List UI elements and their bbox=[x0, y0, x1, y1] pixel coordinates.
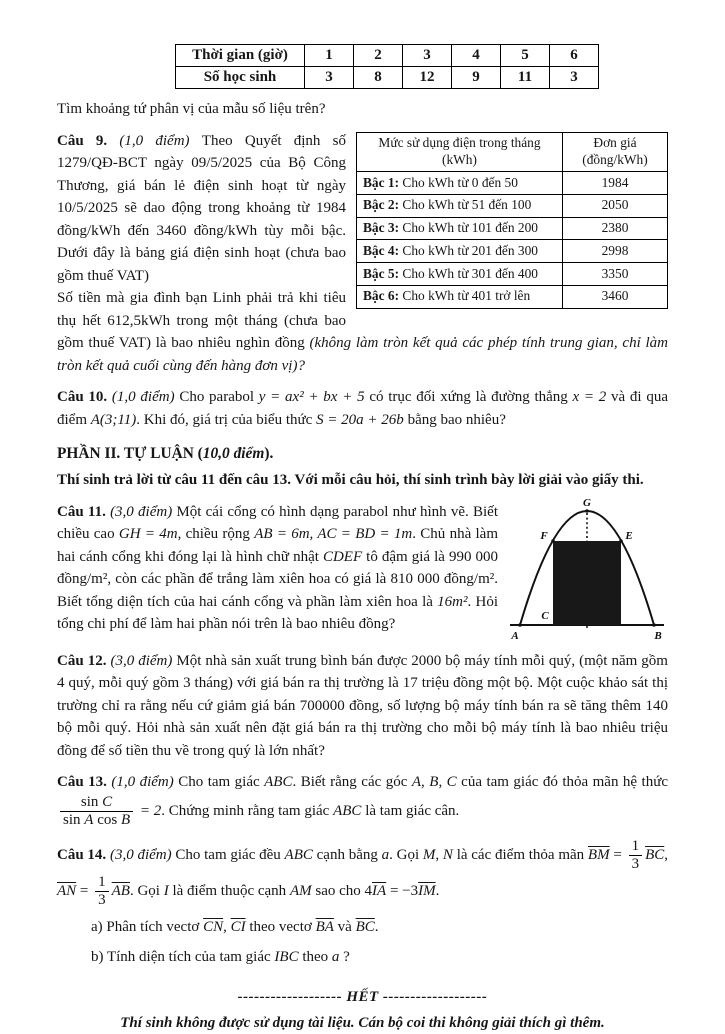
table-row bbox=[357, 217, 668, 240]
parabola-gate-figure bbox=[506, 497, 668, 647]
electricity-price-table bbox=[356, 132, 668, 309]
table-row bbox=[176, 67, 599, 89]
question-9-text-continued: Số tiền mà gia đình bạn Linh phải trả khi tiêu thụ hết 612,5kWh trong một tháng (chưa bao gồm thuế VAT) là bao nhiêu nghìn đồng (không làm tròn kết quả các phép tính trung gian, chỉ làm tròn kết quả cuối cùng đến hàng đơn vị)? bbox=[57, 290, 668, 374]
table-row bbox=[357, 263, 668, 286]
question-9-text: Câu 9. (1,0 điểm) Theo Quyết định số 1279/QĐ-BCT ngày 09/5/2025 của Bộ Công Thương, giá bán lẻ điện sinh hoạt từ ngày 10/5/2025 sẽ dao động trong khoảng từ 1984 đồng/kWh đến 3460 đồng/kWh tùy mỗi bậc. Dưới đây là bảng giá điện sinh hoạt (chưa bao gồm thuế VAT) bbox=[57, 132, 346, 284]
table-cell: 2050 bbox=[563, 194, 668, 217]
figure-vertex-dot bbox=[585, 509, 589, 513]
question-14-item-b: b) Tính diện tích của tam giác IBC theo a ? bbox=[91, 948, 350, 965]
table-cell: Bậc 1: Cho kWh từ 0 đến 50 bbox=[357, 172, 563, 195]
question-10-text: Câu 10. (1,0 điểm) Cho parabol y = ax² + bx + 5 có trục đối xứng là đường thẳng x = 2 và đi qua điểm A(3;11). Khi đó, giá trị của biểu thức S = 20a + 26b bằng bao nhiêu? bbox=[57, 389, 668, 428]
end-marker: ------------------- HẾT ------------------- bbox=[237, 989, 488, 1006]
table-cell: Bậc 2: Cho kWh từ 51 đến 100 bbox=[357, 194, 563, 217]
figure-label-g: G bbox=[583, 496, 591, 509]
figure-label-e: E bbox=[625, 529, 633, 542]
figure-dot-e bbox=[619, 539, 623, 543]
table-cell: 3 bbox=[403, 45, 452, 67]
table-row bbox=[357, 132, 668, 172]
table-cell: Bậc 6: Cho kWh từ 401 trở lên bbox=[357, 285, 563, 308]
question-12-text: Câu 12. (3,0 điểm) Một nhà sản xuất trung bình bán được 2000 bộ máy tính mỗi quý, (một năm gồm 4 quý, mỗi quý gồm 3 tháng) với giá bán ra thị trường là 17 triệu đồng một bộ. Một cuộc khảo sát thị trường chỉ ra rằng nếu cứ giảm giá bán 700000 đồng, số lượng bộ máy tính bán ra sẽ tăng thêm 140 bộ mỗi quý. Hỏi nhà sản xuất nên đặt giá bán ra thị trường cho mỗi bộ máy tính là bao nhiêu triệu đồng để số tiền thu về trong quý là lớn nhất? bbox=[57, 652, 668, 759]
table-cell: Số học sinh bbox=[176, 67, 305, 89]
table-cell: 1984 bbox=[563, 172, 668, 195]
question-9 bbox=[57, 130, 668, 378]
table-cell: 2998 bbox=[563, 240, 668, 263]
table-cell: Thời gian (giờ) bbox=[176, 45, 305, 67]
part-2-note: Thí sinh trả lời từ câu 11 đến câu 13. Với mỗi câu hỏi, thí sinh trình bày lời giải vào giấy thi. bbox=[57, 472, 644, 489]
figure-dot-f bbox=[551, 539, 555, 543]
table-cell: 9 bbox=[452, 67, 501, 89]
figure-dot-b bbox=[652, 623, 656, 627]
question-14-text: Câu 14. (3,0 điểm) Cho tam giác đều ABC cạnh bằng a. Gọi M, N là các điểm thỏa mãn $\overline{BM}$ = $\frac{1}{3}$ $\overline{BC}$, $\overline{AN}$ = $\frac{1}{3}$ $\overline{AB}$. Gọi I là điểm thuộc cạnh AM sao cho $4\overline{IA} = -3\overline{IM}$. bbox=[57, 838, 668, 908]
table-row bbox=[357, 285, 668, 308]
table-cell: 4 bbox=[452, 45, 501, 67]
table-cell: 5 bbox=[501, 45, 550, 67]
footer-note: Thí sinh không được sử dụng tài liệu. Cán bộ coi thi không giải thích gì thêm. bbox=[120, 1014, 605, 1031]
question-14 bbox=[57, 838, 668, 968]
figure-label-a: A bbox=[511, 629, 519, 642]
table-row bbox=[357, 240, 668, 263]
table-cell: 3350 bbox=[563, 263, 668, 286]
table-header: Đơn giá (đồng/kWh) bbox=[563, 132, 668, 172]
table-row bbox=[176, 45, 599, 67]
table-cell: 2380 bbox=[563, 217, 668, 240]
parabola-gate-drawing bbox=[506, 497, 668, 647]
question-11-text: Câu 11. (3,0 điểm) Một cái cổng có hình dạng parabol như hình vẽ. Biết chiều cao GH = 4m, chiều rộng AB = 6m, AC = BD = 1m. Chủ nhà làm hai cánh cổng khi đóng lại là hình chữ nhật CDEF tô đậm giá là 990 000 đồng/m², còn các phần để trắng làm xiên hoa có giá là 810 000 đồng/m². Biết tổng diện tích của hai cánh cổng và phần làm xiên hoa là 16m². Hỏi tổng chi phí để làm hai phần nói trên là bao nhiêu đồng? bbox=[57, 503, 499, 633]
part-2-heading: PHẦN II. TỰ LUẬN (10,0 điểm). bbox=[57, 445, 274, 462]
question-11 bbox=[57, 496, 668, 642]
figure-label-c: C bbox=[541, 609, 549, 622]
figure-label-b: B bbox=[654, 629, 662, 642]
table-cell: 8 bbox=[354, 67, 403, 89]
figure-dot-a bbox=[518, 623, 522, 627]
table-cell: 3 bbox=[305, 67, 354, 89]
table-cell: Bậc 4: Cho kWh từ 201 đến 300 bbox=[357, 240, 563, 263]
table-cell: 3460 bbox=[563, 285, 668, 308]
table-cell: Bậc 5: Cho kWh từ 301 đến 400 bbox=[357, 263, 563, 286]
table-row bbox=[357, 172, 668, 195]
figure-label-f: F bbox=[540, 529, 548, 542]
question-14-item-a: a) Phân tích vectơ $\overline{CN}$, $\overline{CI}$ theo vectơ $\overline{BA}$ và $\overline{BC}$. bbox=[91, 919, 379, 936]
frequency-table bbox=[175, 44, 599, 89]
table-cell: Bậc 3: Cho kWh từ 101 đến 200 bbox=[357, 217, 563, 240]
table-cell: 11 bbox=[501, 67, 550, 89]
table-header: Mức sử dụng điện trong tháng (kWh) bbox=[357, 132, 563, 172]
table-cell: 2 bbox=[354, 45, 403, 67]
table-cell: 12 bbox=[403, 67, 452, 89]
table-cell: 3 bbox=[550, 67, 599, 89]
question-13-text: Câu 13. (1,0 điểm) Cho tam giác ABC. Biết rằng các góc A, B, C của tam giác đó thỏa mãn hệ thức $\frac{\text{sin C}}{\text{sin A cos B}}$ = 2. Chứng minh rằng tam giác ABC là tam giác cân. bbox=[57, 774, 669, 828]
table-cell: 6 bbox=[550, 45, 599, 67]
table-row bbox=[357, 194, 668, 217]
table-cell: 1 bbox=[305, 45, 354, 67]
question-8-prompt: Tìm khoảng tứ phân vị của mẫu số liệu trên? bbox=[57, 101, 326, 117]
figure-rectangle-cdef bbox=[553, 541, 621, 625]
